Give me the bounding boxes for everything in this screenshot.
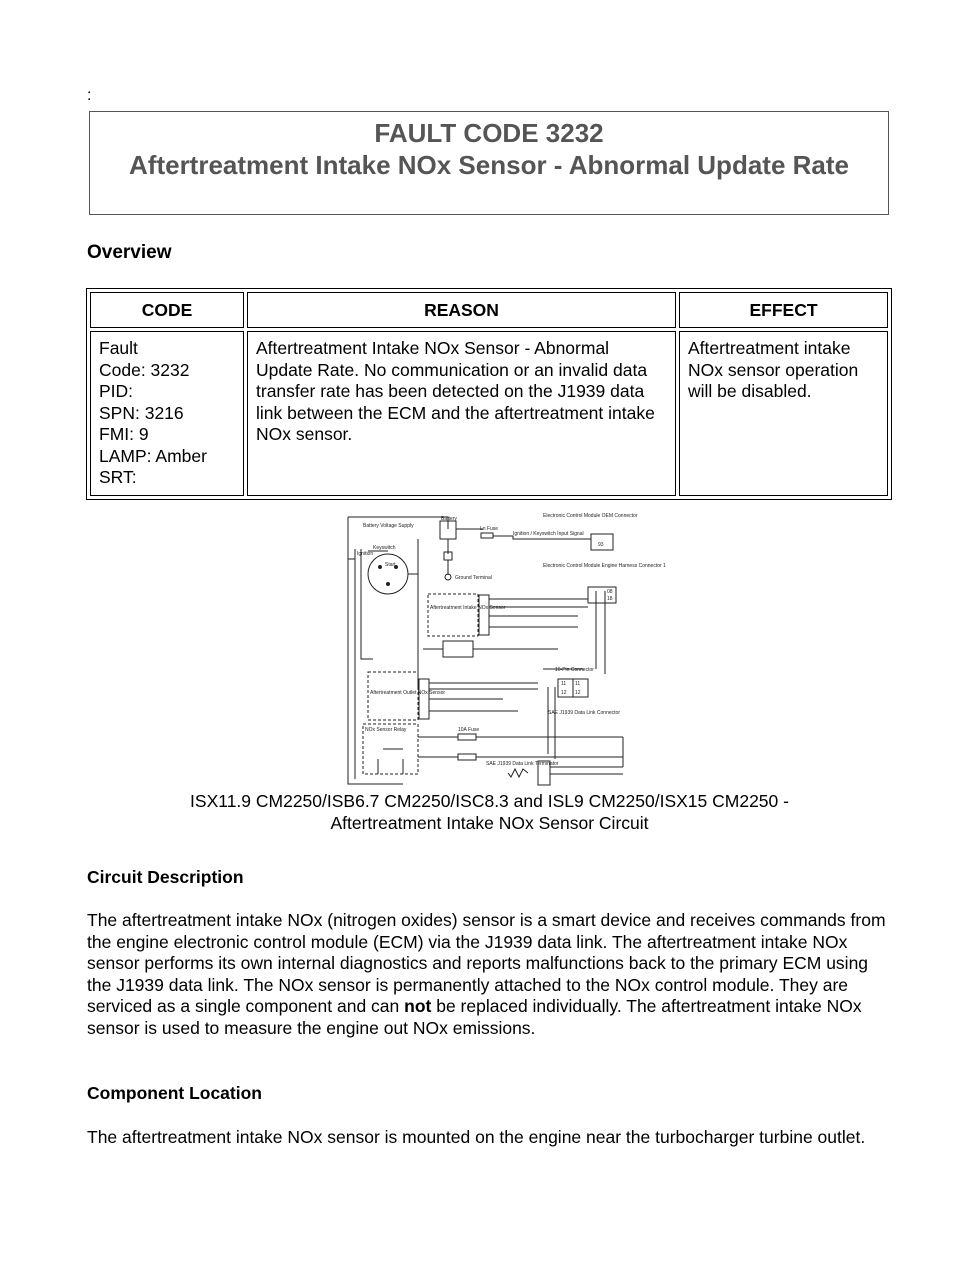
header-reason: REASON: [247, 292, 676, 328]
label-j1939-connector: SAE J1939 Data Link Connector: [548, 710, 620, 716]
overview-table: [86, 288, 892, 500]
circuit-text-part-1: The aftertreatment intake NOx (nitrogen oxides) sensor is a smart device and receives commands from the engine electronic control module (ECM) via the J1939 data link. The aftertreatment intake NOx sensor performs its own internal diagnostics and reports malfunctions back to the primary ECM using the J1939 data link. The NOx sensor is permanently attached to the NOx control module. They are serviced as a single component and can: [87, 910, 886, 1016]
label-pin-08: 08: [607, 589, 613, 595]
label-ignition-input: Ignition / Keyswitch Input Signal: [513, 531, 584, 537]
label-pin-11a: 11: [561, 681, 567, 687]
circuit-text-part-2: be replaced individually. The aftertreatment intake NOx sensor is used to measure the engine out NOx emissions.: [87, 996, 862, 1038]
label-terminator: SAE J1939 Data Link Terminator: [486, 761, 559, 767]
label-ln-fuse: Ln Fuse: [480, 526, 499, 532]
label-relay: NOx Sensor Relay: [365, 727, 407, 733]
code-line: SPN: 3216: [99, 402, 184, 423]
component-location-heading: Component Location: [87, 1083, 262, 1103]
label-pin-11b: 11: [575, 681, 581, 687]
label-pin-93: 93: [598, 542, 604, 548]
circuit-text-bold: not: [404, 996, 432, 1016]
code-line: Fault: [99, 338, 138, 358]
label-pin-12a: 12: [561, 690, 567, 696]
label-ground: Ground Terminal: [455, 575, 492, 581]
label-pin-18: 18: [607, 596, 613, 602]
table-header-row: [90, 292, 888, 328]
code-line: LAMP: Amber: [99, 445, 207, 466]
label-ignition: Ignition: [357, 551, 374, 557]
label-16-pin-connector: 16-Pin Connector: [555, 667, 594, 673]
label-fuse-10a: 10A Fuse: [458, 727, 480, 733]
label-ecm-harness: Electronic Control Module Engine Harness Connector 1: [543, 563, 666, 569]
circuit-description-heading: Circuit Description: [87, 867, 244, 887]
header-effect: EFFECT: [679, 292, 888, 328]
leading-colon: :: [87, 87, 92, 104]
label-intake-sensor: Aftertreatment Intake NOx Sensor: [430, 605, 506, 611]
label-keyswitch: Keyswitch: [373, 545, 396, 551]
fault-code-title: FAULT CODE 3232: [374, 118, 604, 148]
label-outlet-sensor: Aftertreatment Outlet NOx Sensor: [370, 690, 446, 696]
header-code: CODE: [90, 292, 244, 328]
effect-cell: Aftertreatment intake NOx sensor operation will be disabled.: [679, 331, 888, 496]
fault-code-subtitle: Aftertreatment Intake NOx Sensor - Abnormal Update Rate: [129, 150, 849, 180]
code-line: Code: 3232: [99, 359, 190, 380]
label-start: Start: [385, 562, 396, 568]
diagram-caption: [100, 790, 879, 834]
label-pin-12b: 12: [575, 690, 581, 696]
code-cell: [90, 331, 244, 496]
code-line: FMI: 9: [99, 424, 149, 444]
overview-heading: Overview: [87, 242, 172, 263]
reason-cell: Aftertreatment Intake NOx Sensor - Abnormal Update Rate. No communication or an invalid data transfer rate has been detected on the J1939 data link between the ECM and the aftertreatment intake NOx sensor.: [247, 331, 676, 496]
fault-title-box: [89, 111, 889, 215]
caption-line-1: ISX11.9 CM2250/ISB6.7 CM2250/ISC8.3 and ISL9 CM2250/ISX15 CM2250 -: [190, 791, 789, 811]
circuit-description-text: [87, 910, 887, 1039]
label-battery-voltage-supply: Battery Voltage Supply: [363, 523, 414, 529]
code-line: PID:: [99, 381, 134, 401]
code-line: SRT:: [99, 467, 137, 487]
label-ecm-oem: Electronic Control Module OEM Connector: [543, 513, 638, 519]
component-location-text: The aftertreatment intake NOx sensor is mounted on the engine near the turbocharger turbine outlet.: [87, 1127, 866, 1147]
caption-line-2: Aftertreatment Intake NOx Sensor Circuit: [330, 813, 649, 833]
label-battery: Battery: [441, 516, 457, 522]
circuit-diagram: [343, 509, 666, 787]
table-row: [90, 331, 888, 496]
